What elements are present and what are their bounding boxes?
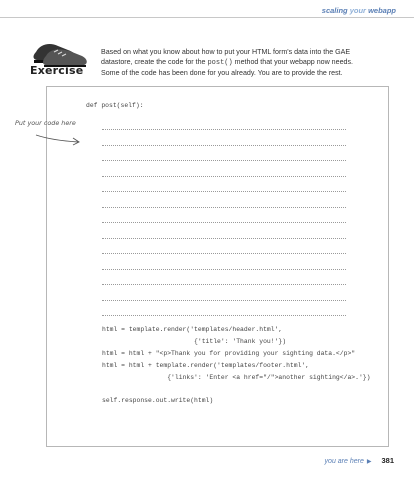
def-line: def post(self): <box>86 102 144 109</box>
exercise-label: Exercise <box>30 64 84 77</box>
answer-line[interactable] <box>102 253 346 254</box>
answer-line[interactable] <box>102 238 346 239</box>
instructions-text-after: method that your webapp now needs. Some of the code has been done for you already. You are to provide the rest. <box>101 58 353 78</box>
handwritten-note: Put your code here <box>15 119 76 127</box>
code-line: {'title': 'Thank you!'}) <box>102 338 287 345</box>
instructions-code: post() <box>207 59 233 68</box>
running-header <box>322 6 396 15</box>
code-line: self.response.out.write(html) <box>102 397 214 404</box>
code-line: {'links': 'Enter <a href="/">another sighting</a>.'}) <box>102 374 371 381</box>
header-text-2: your <box>349 6 366 15</box>
exercise-instructions <box>101 47 367 79</box>
page-footer <box>325 456 394 465</box>
answer-line[interactable] <box>102 145 346 146</box>
header-text-1: scaling <box>321 6 350 15</box>
arrow-icon <box>34 131 82 149</box>
answer-line[interactable] <box>102 315 346 316</box>
answer-line[interactable] <box>102 129 346 130</box>
header-rule <box>0 17 414 18</box>
code-line: html = template.render('templates/header.html', <box>102 326 283 333</box>
footer-label: you are here <box>324 458 364 465</box>
answer-line[interactable] <box>102 207 346 208</box>
header-text-3: webapp <box>365 6 396 15</box>
answer-box <box>46 86 389 447</box>
page-number: 381 <box>381 456 394 465</box>
answer-line[interactable] <box>102 176 346 177</box>
instructions-text-before: Based on what you know about how to put your HTML form's data into the GAE datastore, create the code for the <box>101 48 351 67</box>
answer-line[interactable] <box>102 300 346 301</box>
code-line: html = html + "<p>Thank you for providing your sighting data.</p>" <box>102 350 356 357</box>
answer-line[interactable] <box>102 160 346 161</box>
triangle-icon: ▶ <box>366 459 372 465</box>
answer-line[interactable] <box>102 222 346 223</box>
code-line: html = html + template.render('templates/footer.html', <box>102 362 310 369</box>
answer-line[interactable] <box>102 191 346 192</box>
answer-line[interactable] <box>102 269 346 270</box>
answer-line[interactable] <box>102 284 346 285</box>
